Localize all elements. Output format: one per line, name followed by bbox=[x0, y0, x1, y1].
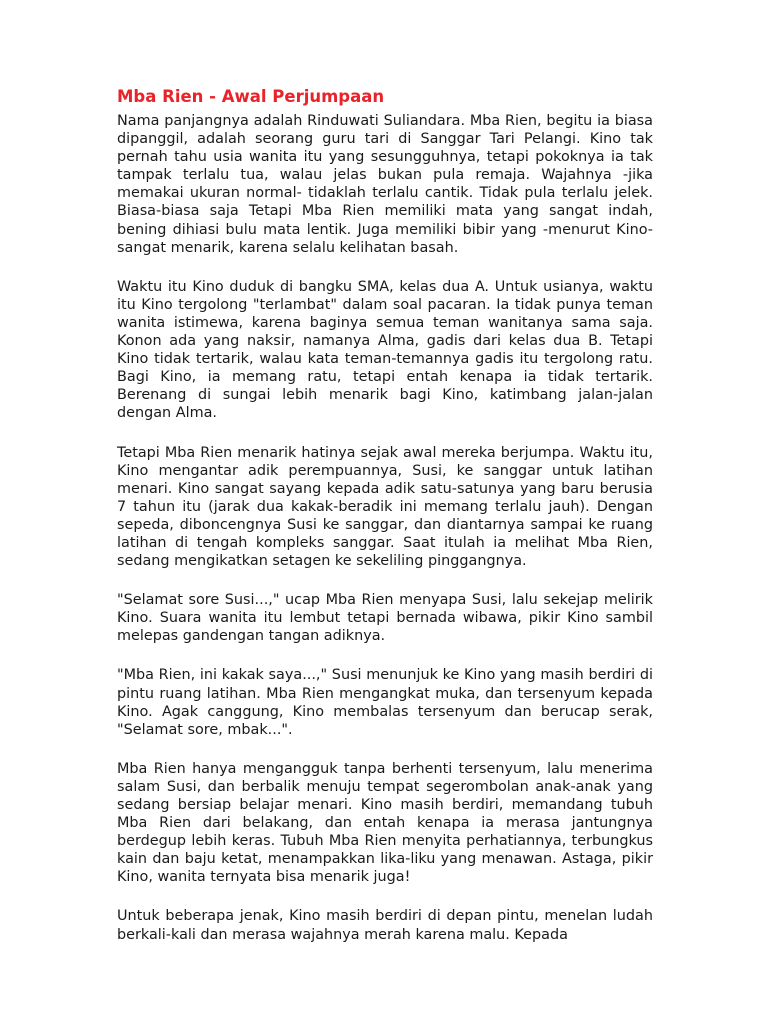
story-paragraph: "Mba Rien, ini kakak saya...," Susi menunjuk ke Kino yang masih berdiri di pintu ruang latihan. Mba Rien mengangkat muka, dan tersenyum kepada Kino. Agak canggung, Kino membalas tersenyum dan berucap serak, "Selamat sore, mbak...". bbox=[117, 667, 653, 738]
story-paragraph: Tetapi Mba Rien menarik hatinya sejak awal mereka berjumpa. Waktu itu, Kino mengantar adik perempuannya, Susi, ke sanggar untuk latihan menari. Kino sangat sayang kepada adik satu-satunya yang baru berusia 7 tahun itu (jarak dua kakak-beradik ini memang terlalu jauh). Dengan sepeda, diboncengnya Susi ke sanggar, dan diantarnya sampai ke ruang latihan di tengah kompleks sanggar. Saat itulah ia melihat Mba Rien, sedang mengikatkan setagen ke sekeliling pinggangnya. bbox=[117, 444, 653, 570]
story-paragraph: Untuk beberapa jenak, Kino masih berdiri di depan pintu, menelan ludah berkali-kali dan merasa wajahnya merah karena malu. Kepada bbox=[117, 908, 653, 943]
story-title: Mba Rien - Awal Perjumpaan bbox=[117, 87, 385, 106]
story-paragraph: Waktu itu Kino duduk di bangku SMA, kelas dua A. Untuk usianya, waktu itu Kino tergolong "terlambat" dalam soal pacaran. Ia tidak punya teman wanita istimewa, karena baginya semua teman wanitanya sama saja. Konon ada yang naksir, namanya Alma, gadis dari kelas dua B. Tetapi Kino tidak tertarik, walau kata teman-temannya gadis itu tergolong ratu. Bagi Kino, ia memang ratu, tetapi entah kenapa ia tidak tertarik. Berenang di sungai lebih menarik bagi Kino, katimbang jalan-jalan dengan Alma. bbox=[117, 278, 653, 422]
story-paragraph: Mba Rien hanya mengangguk tanpa berhenti tersenyum, lalu menerima salam Susi, dan berbalik menuju tempat segerombolan anak-anak yang sedang bersiap belajar menari. Kino masih berdiri, memandang tubuh Mba Rien dari belakang, dan entah kenapa ia merasa jantungnya berdegup lebih keras. Tubuh Mba Rien menyita perhatiannya, terbungkus kain dan baju ketat, menampakkan lika-liku yang menawan. Astaga, pikir Kino, wanita ternyata bisa menarik juga! bbox=[117, 760, 653, 886]
story-paragraph: Nama panjangnya adalah Rinduwati Suliandara. Mba Rien, begitu ia biasa dipanggil, adalah seorang guru tari di Sanggar Tari Pelangi. Kino tak pernah tahu usia wanita itu yang sesungguhnya, tetapi pokoknya ia tak tampak terlalu tua, walau jelas bukan pula remaja. Wajahnya -jika memakai ukuran normal- tidaklah terlalu cantik. Tidak pula terlalu jelek. Biasa-biasa saja Tetapi Mba Rien memiliki mata yang sangat indah, bening dihiasi bulu mata lentik. Juga memiliki bibir yang -menurut Kino- sangat menarik, karena selalu kelihatan basah. bbox=[117, 113, 653, 256]
story-paragraph: "Selamat sore Susi...," ucap Mba Rien menyapa Susi, lalu sekejap melirik Kino. Suara wanita itu lembut tetapi bernada wibawa, pikir Kino sambil melepas gandengan tangan adiknya. bbox=[117, 592, 653, 645]
document-page bbox=[117, 86, 653, 944]
